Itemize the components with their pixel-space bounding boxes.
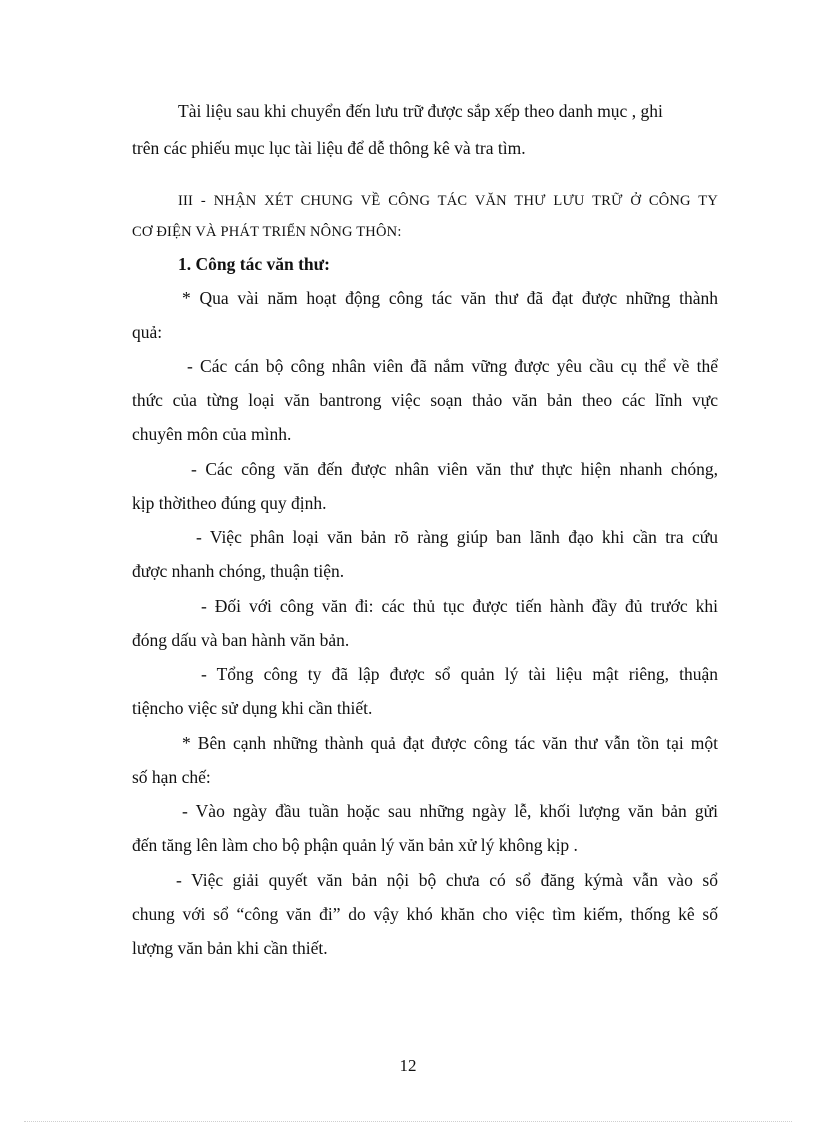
paragraph-line: chung với sổ “công văn đi” do vậy khó khăn cho việc tìm kiếm, thống kê số [132, 904, 718, 924]
section-heading: CƠ ĐIỆN VÀ PHÁT TRIỂN NÔNG THÔN: [132, 224, 402, 240]
paragraph-line: - Vào ngày đầu tuần hoặc sau những ngày lễ, khối lượng văn bản gửi [182, 801, 718, 821]
paragraph-line: đến tăng lên làm cho bộ phận quản lý văn bản xử lý không kịp . [132, 835, 578, 855]
paragraph-line: kịp thờitheo đúng quy định. [132, 493, 327, 513]
paragraph-line: - Việc giải quyết văn bản nội bộ chưa có sổ đăng kýmà vẫn vào sổ [176, 870, 718, 890]
paragraph-line: tiệncho việc sử dụng khi cần thiết. [132, 698, 373, 718]
page-bottom-divider [24, 1121, 792, 1122]
paragraph-line: được nhanh chóng, thuận tiện. [132, 561, 345, 581]
subsection-heading: 1. Công tác văn thư: [178, 254, 330, 274]
paragraph-line: - Đối với công văn đi: các thủ tục được tiến hành đầy đủ trước khi [201, 596, 718, 616]
paragraph-line: - Các cán bộ công nhân viên đã nắm vững được yêu cầu cụ thể về thể [187, 356, 718, 376]
paragraph-line: - Việc phân loại văn bản rõ ràng giúp ban lãnh đạo khi cần tra cứu [196, 527, 718, 547]
paragraph-line: Tài liệu sau khi chuyển đến lưu trữ được sắp xếp theo danh mục , ghi [178, 101, 663, 121]
section-heading: III - NHẬN XÉT CHUNG VỀ CÔNG TÁC VĂN THƯ LƯU TRỮ Ở CÔNG TY [178, 193, 718, 209]
paragraph-line: * Qua vài năm hoạt động công tác văn thư đã đạt được những thành [182, 288, 718, 308]
paragraph-line: trên các phiếu mục lục tài liệu để dễ thông kê và tra tìm. [132, 138, 526, 158]
page-number: 12 [399, 1056, 417, 1075]
paragraph-line: lượng văn bản khi cần thiết. [132, 938, 328, 958]
paragraph-line: thức của từng loại văn bantrong việc soạn thảo văn bản theo các lĩnh vực [132, 390, 718, 410]
paragraph-line: quả: [132, 322, 163, 342]
paragraph-line: đóng dấu và ban hành văn bản. [132, 630, 350, 650]
paragraph-line: - Các công văn đến được nhân viên văn thư thực hiện nhanh chóng, [191, 459, 718, 479]
paragraph-line: chuyên môn của mình. [132, 424, 292, 444]
paragraph-line: số hạn chế: [132, 767, 211, 787]
paragraph-line: * Bên cạnh những thành quả đạt được công tác văn thư vẫn tồn tại một [182, 733, 718, 753]
paragraph-line: - Tổng công ty đã lập được sổ quản lý tài liệu mật riêng, thuận [201, 664, 718, 684]
